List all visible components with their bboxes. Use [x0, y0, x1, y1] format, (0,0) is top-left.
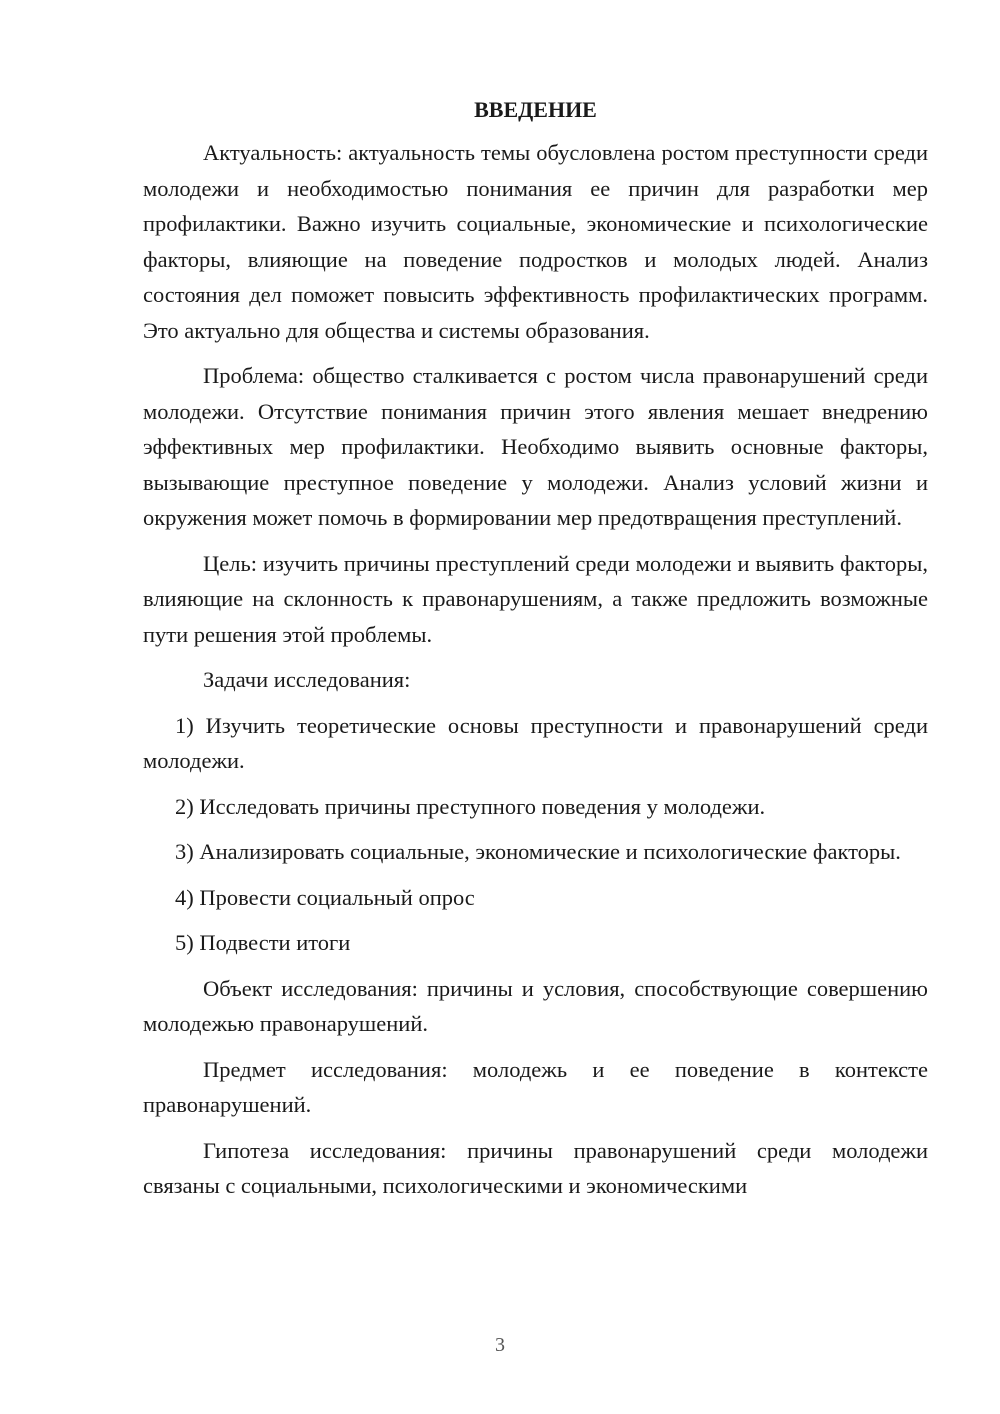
task-item: 3) Анализировать социальные, экономические и психологические факторы. [175, 839, 901, 864]
object-paragraph: Объект исследования: причины и условия, способствующие совершению молодежью правонарушений. [143, 975, 928, 1036]
page-title: ВВЕДЕНИЕ [474, 97, 597, 122]
subject-paragraph: Предмет исследования: молодежь и ее поведение в контексте правонарушений. [143, 1056, 928, 1117]
goal-paragraph: Цель: изучить причины преступлений среди молодежи и выявить факторы, влияющие на склонность к правонарушениям, а также предложить возможные пути решения этой проблемы. [143, 550, 928, 647]
task-item: 2) Исследовать причины преступного поведения у молодежи. [175, 793, 766, 819]
page-content [143, 90, 928, 1214]
relevance-paragraph: Актуальность: актуальность темы обусловлена ростом преступности среди молодежи и необходимостью понимания ее причин для разработки мер профилактики. Важно изучить социальные, экономические и психологические факторы, влияющие на поведение подростков и молодых людей. Анализ состояния дел поможет повысить эффективность профилактических программ. Это актуально для общества и системы образования. [143, 140, 928, 343]
task-item: 1) Изучить теоретические основы преступности и правонарушений среди молодежи. [143, 712, 928, 773]
tasks-heading: Задачи исследования: [203, 667, 411, 692]
task-item: 4) Провести социальный опрос [175, 884, 475, 910]
page-number: 3 [495, 1334, 505, 1356]
problem-paragraph: Проблема: общество сталкивается с ростом числа правонарушений среди молодежи. Отсутствие понимания причин этого явления мешает внедрению эффективных мер профилактики. Необходимо выявить основные факторы, вызывающие преступное поведение у молодежи. Анализ условий жизни и окружения может помочь в формировании мер предотвращения преступлений. [143, 363, 928, 530]
hypothesis-paragraph: Гипотеза исследования: причины правонарушений среди молодежи связаны с социальными, психологическими и экономическими [143, 1137, 928, 1198]
task-item: 5) Подвести итоги [175, 930, 351, 955]
